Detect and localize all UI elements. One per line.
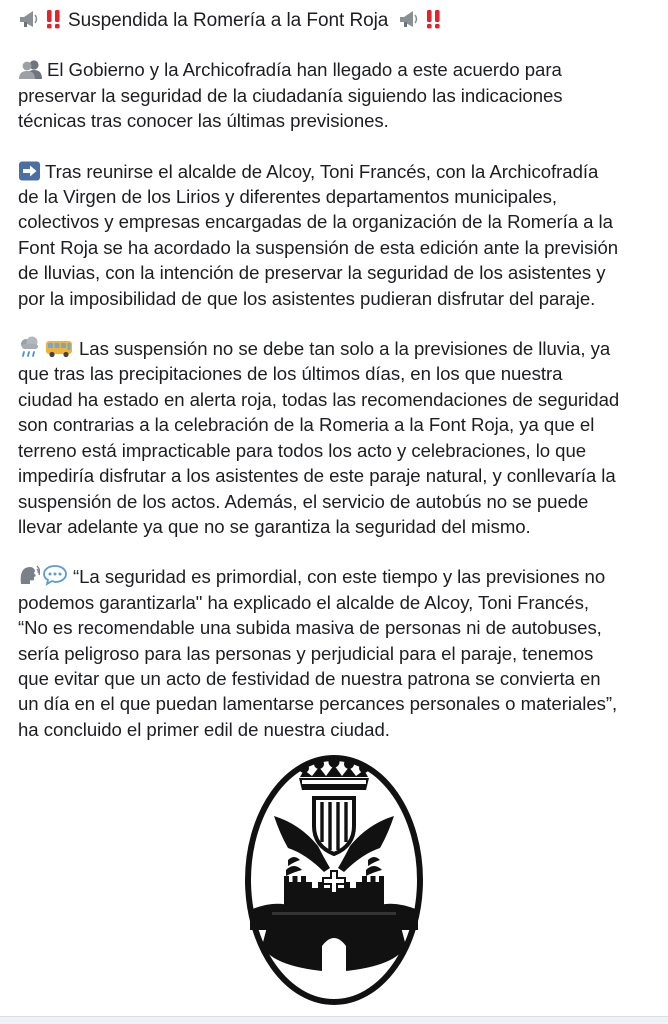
paragraph-line: El Gobierno y la Archicofradía han llegado a este acuerdo para	[47, 59, 562, 81]
post-bottom-divider	[0, 1016, 668, 1024]
paragraph-line: podemos garantizarla" ha explicado el alcalde de Alcoy, Toni Francés,	[18, 591, 589, 613]
paragraph-line: ciudad ha estado en alerta roja, todas las recomendaciones de seguridad	[18, 388, 620, 410]
paragraph-meeting	[18, 159, 654, 311]
paragraph-line: de lluvias, con la intención de preservar la seguridad de los asistentes y	[18, 262, 606, 284]
paragraph-line: preservar la seguridad de la ciudadanía siguiendo las indicaciones	[18, 84, 563, 106]
paragraph-line: impediría disfrutar a los asistentes de este paraje natural, y conllevaría la	[18, 465, 616, 487]
alcoy-coat-of-arms-logo	[244, 750, 424, 1006]
megaphone-icon	[18, 9, 42, 29]
paragraph-line: sería peligroso para las personas y perjudicial para el paraje, tenemos	[18, 642, 594, 664]
rain-cloud-icon	[18, 336, 42, 358]
bus-icon	[45, 338, 73, 358]
paragraph-line: “No es recomendable una subida masiva de personas ni de autobuses,	[18, 617, 602, 639]
paragraph-mayor-quote	[18, 564, 654, 742]
paragraph-line: llevar adelante ya que no se garantiza la seguridad del mismo.	[18, 515, 531, 537]
people-icon	[18, 59, 44, 79]
paragraph-line: suspensión de los actos. Además, el servicio de autobús no se puede	[18, 490, 589, 512]
paragraph-line: Font Roja se ha acordado la suspensión de esta edición ante la previsión	[18, 236, 619, 258]
title-text: Suspendida la Romería a la Font Roja	[68, 10, 389, 31]
paragraph-line: terreno está impracticable para todos los acto y celebraciones, lo que	[18, 439, 587, 461]
paragraph-line: técnicas tras conocer las últimas previsiones.	[18, 110, 389, 132]
paragraph-line: por la imposibilidad de que los asistentes pudieran disfrutar del paraje.	[18, 287, 596, 309]
speaking-head-icon	[18, 564, 40, 586]
double-exclamation-icon	[425, 9, 443, 29]
paragraph-line: “La seguridad es primordial, con este tiempo y las previsiones no	[73, 566, 606, 588]
paragraph-agreement	[18, 57, 654, 133]
paragraph-line: Las suspensión no se debe tan solo a la previsiones de lluvia, ya	[79, 338, 611, 360]
paragraph-line: son contrarias a la celebración de la Romeria a la Font Roja, ya que el	[18, 414, 595, 436]
paragraph-line: que evitar que un acto de festividad de nuestra patrona se convierta en	[18, 667, 601, 689]
megaphone-icon	[398, 9, 422, 29]
paragraph-line: un día en el que puedan lamentarse percances personales o materiales”,	[18, 693, 618, 715]
paragraph-line: colectivos y empresas encargadas de la organización de la Romería a la	[18, 211, 613, 233]
paragraph-suspension-reasons	[18, 336, 654, 539]
paragraph-line: que tras las precipitaciones de los últimos días, en los que nuestra	[18, 363, 563, 385]
paragraph-line: ha concluido el primer edil de nuestra ciudad.	[18, 718, 390, 740]
speech-bubble-icon	[43, 564, 67, 586]
paragraph-line: de la Virgen de los Lirios y diferentes departamentos municipales,	[18, 186, 557, 208]
post-title	[18, 8, 654, 33]
right-arrow-icon	[18, 161, 42, 181]
paragraph-line: Tras reunirse el alcalde de Alcoy, Toni Francés, con la Archicofradía	[45, 160, 599, 182]
double-exclamation-icon	[45, 9, 63, 29]
